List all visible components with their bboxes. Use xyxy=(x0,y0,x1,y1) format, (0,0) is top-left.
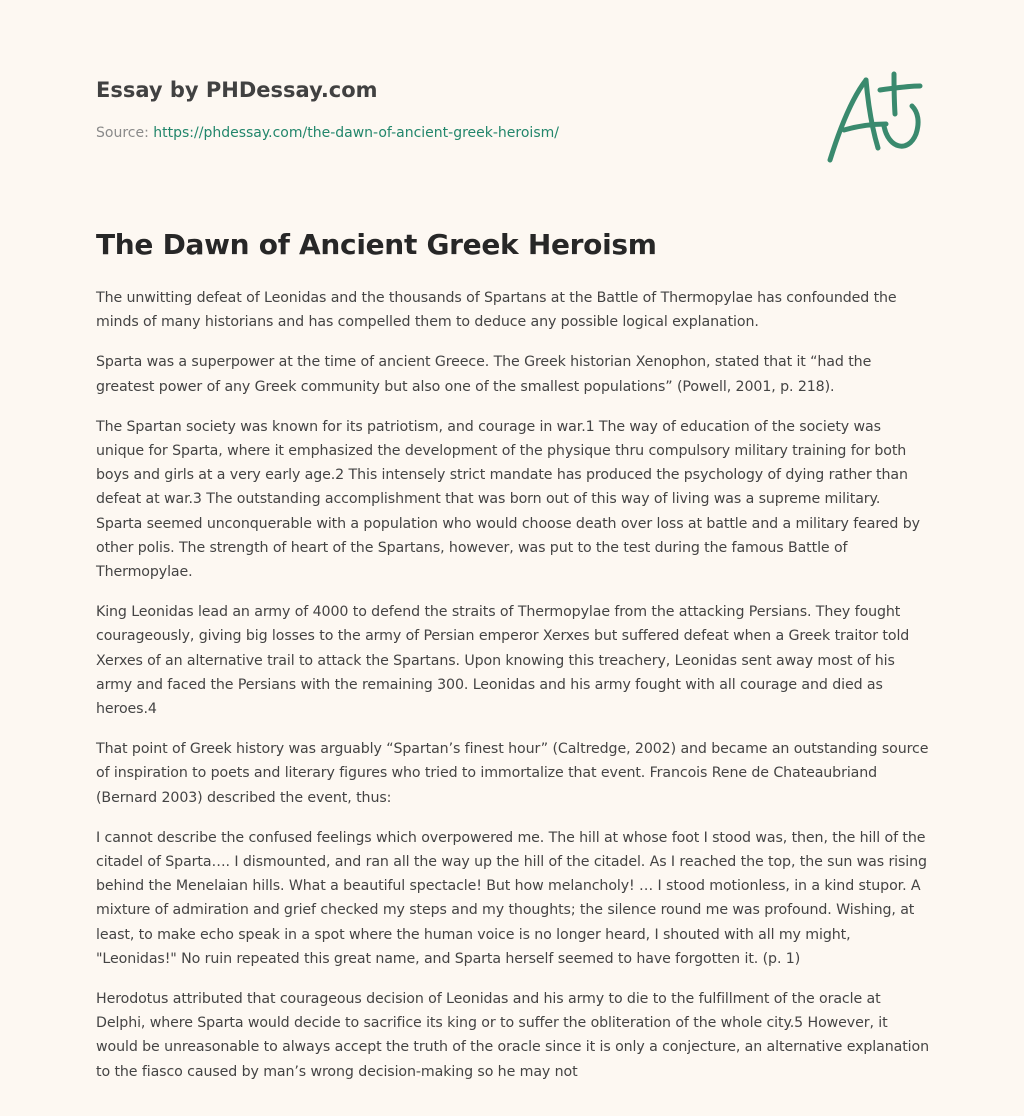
essay-body xyxy=(96,286,930,1100)
source-line xyxy=(96,123,936,143)
paragraph: Herodotus attributed that courageous decision of Leonidas and his army to die to the fulfillment of the oracle at Delphi, where Sparta would decide to sacrifice its king or to suffer the obliteration of the whole city.5 However, it would be unreasonable to always accept the truth of the oracle since it is only a conjecture, an alternative explanation to the fiasco caused by man’s wrong decision-making so he may not xyxy=(96,991,929,1080)
paragraph: The Spartan society was known for its patriotism, and courage in war.1 The way of education of the society was unique for Sparta, where it emphasized the development of the physique thru compulsory military training for both boys and girls at a very early age.2 This intensely strict mandate has produced the psychology of dying rather than defeat at war.3 The outstanding accomplishment that was born out of this way of living was a supreme military. Sparta seemed unconquerable with a population who would choose death over loss at battle and a military feared by other polis. The strength of heart of the Spartans, however, was put to the test during the famous Battle of Thermopylae. xyxy=(96,418,920,581)
paragraph: That point of Greek history was arguably “Spartan’s finest hour” (Caltredge, 2002) and became an outstanding source of inspiration to poets and literary figures who tried to immortalize that event. Francois Rene de Chateaubriand (Bernard 2003) described the event, thus: xyxy=(96,741,929,806)
page-header xyxy=(96,75,936,175)
paragraph: King Leonidas lead an army of 4000 to defend the straits of Thermopylae from the attacking Persians. They fought courageously, giving big losses to the army of Persian emperor Xerxes but suffered defeat when a Greek traitor told Xerxes of an alternative trail to attack the Spartans. Upon knowing this treachery, Leonidas sent away most of his army and faced the Persians with the remaining 300. Leonidas and his army fought with all courage and died as heroes.4 xyxy=(96,604,910,718)
a-plus-logo-icon xyxy=(822,68,932,168)
block-quote-paragraph: I cannot describe the confused feelings which overpowered me. The hill at whose foot I stood was, then, the hill of the citadel of Sparta…. I dismounted, and ran all the way up the hill of the citadel. As I reached the top, the sun was rising behind the Menelaian hills. What a beautiful spectacle! But how melancholy! … I stood motionless, in a kind stupor. A mixture of admiration and grief checked my steps and my thoughts; the silence round me was profound. Wishing, at least, to make echo speak in a spot where the human voice is no longer heard, I shouted with all my might, "Leonidas!" No ruin repeated this great name, and Sparta herself seemed to have forgotten it. (p. 1) xyxy=(96,829,927,967)
site-title: Essay by PHDessay.com xyxy=(96,78,378,102)
source-link[interactable]: https://phdessay.com/the-dawn-of-ancient-greek-heroism/ xyxy=(153,125,559,141)
paragraph: Sparta was a superpower at the time of ancient Greece. The Greek historian Xenophon, stated that it “had the greatest power of any Greek community but also one of the smallest populations” (Powell, 2001, p. 218). xyxy=(96,354,872,395)
essay-title: The Dawn of Ancient Greek Heroism xyxy=(96,228,657,261)
paragraph: The unwitting defeat of Leonidas and the thousands of Spartans at the Battle of Thermopylae has confounded the minds of many historians and has compelled them to deduce any possible logical explanation. xyxy=(96,290,897,331)
source-label: Source: xyxy=(96,125,154,141)
